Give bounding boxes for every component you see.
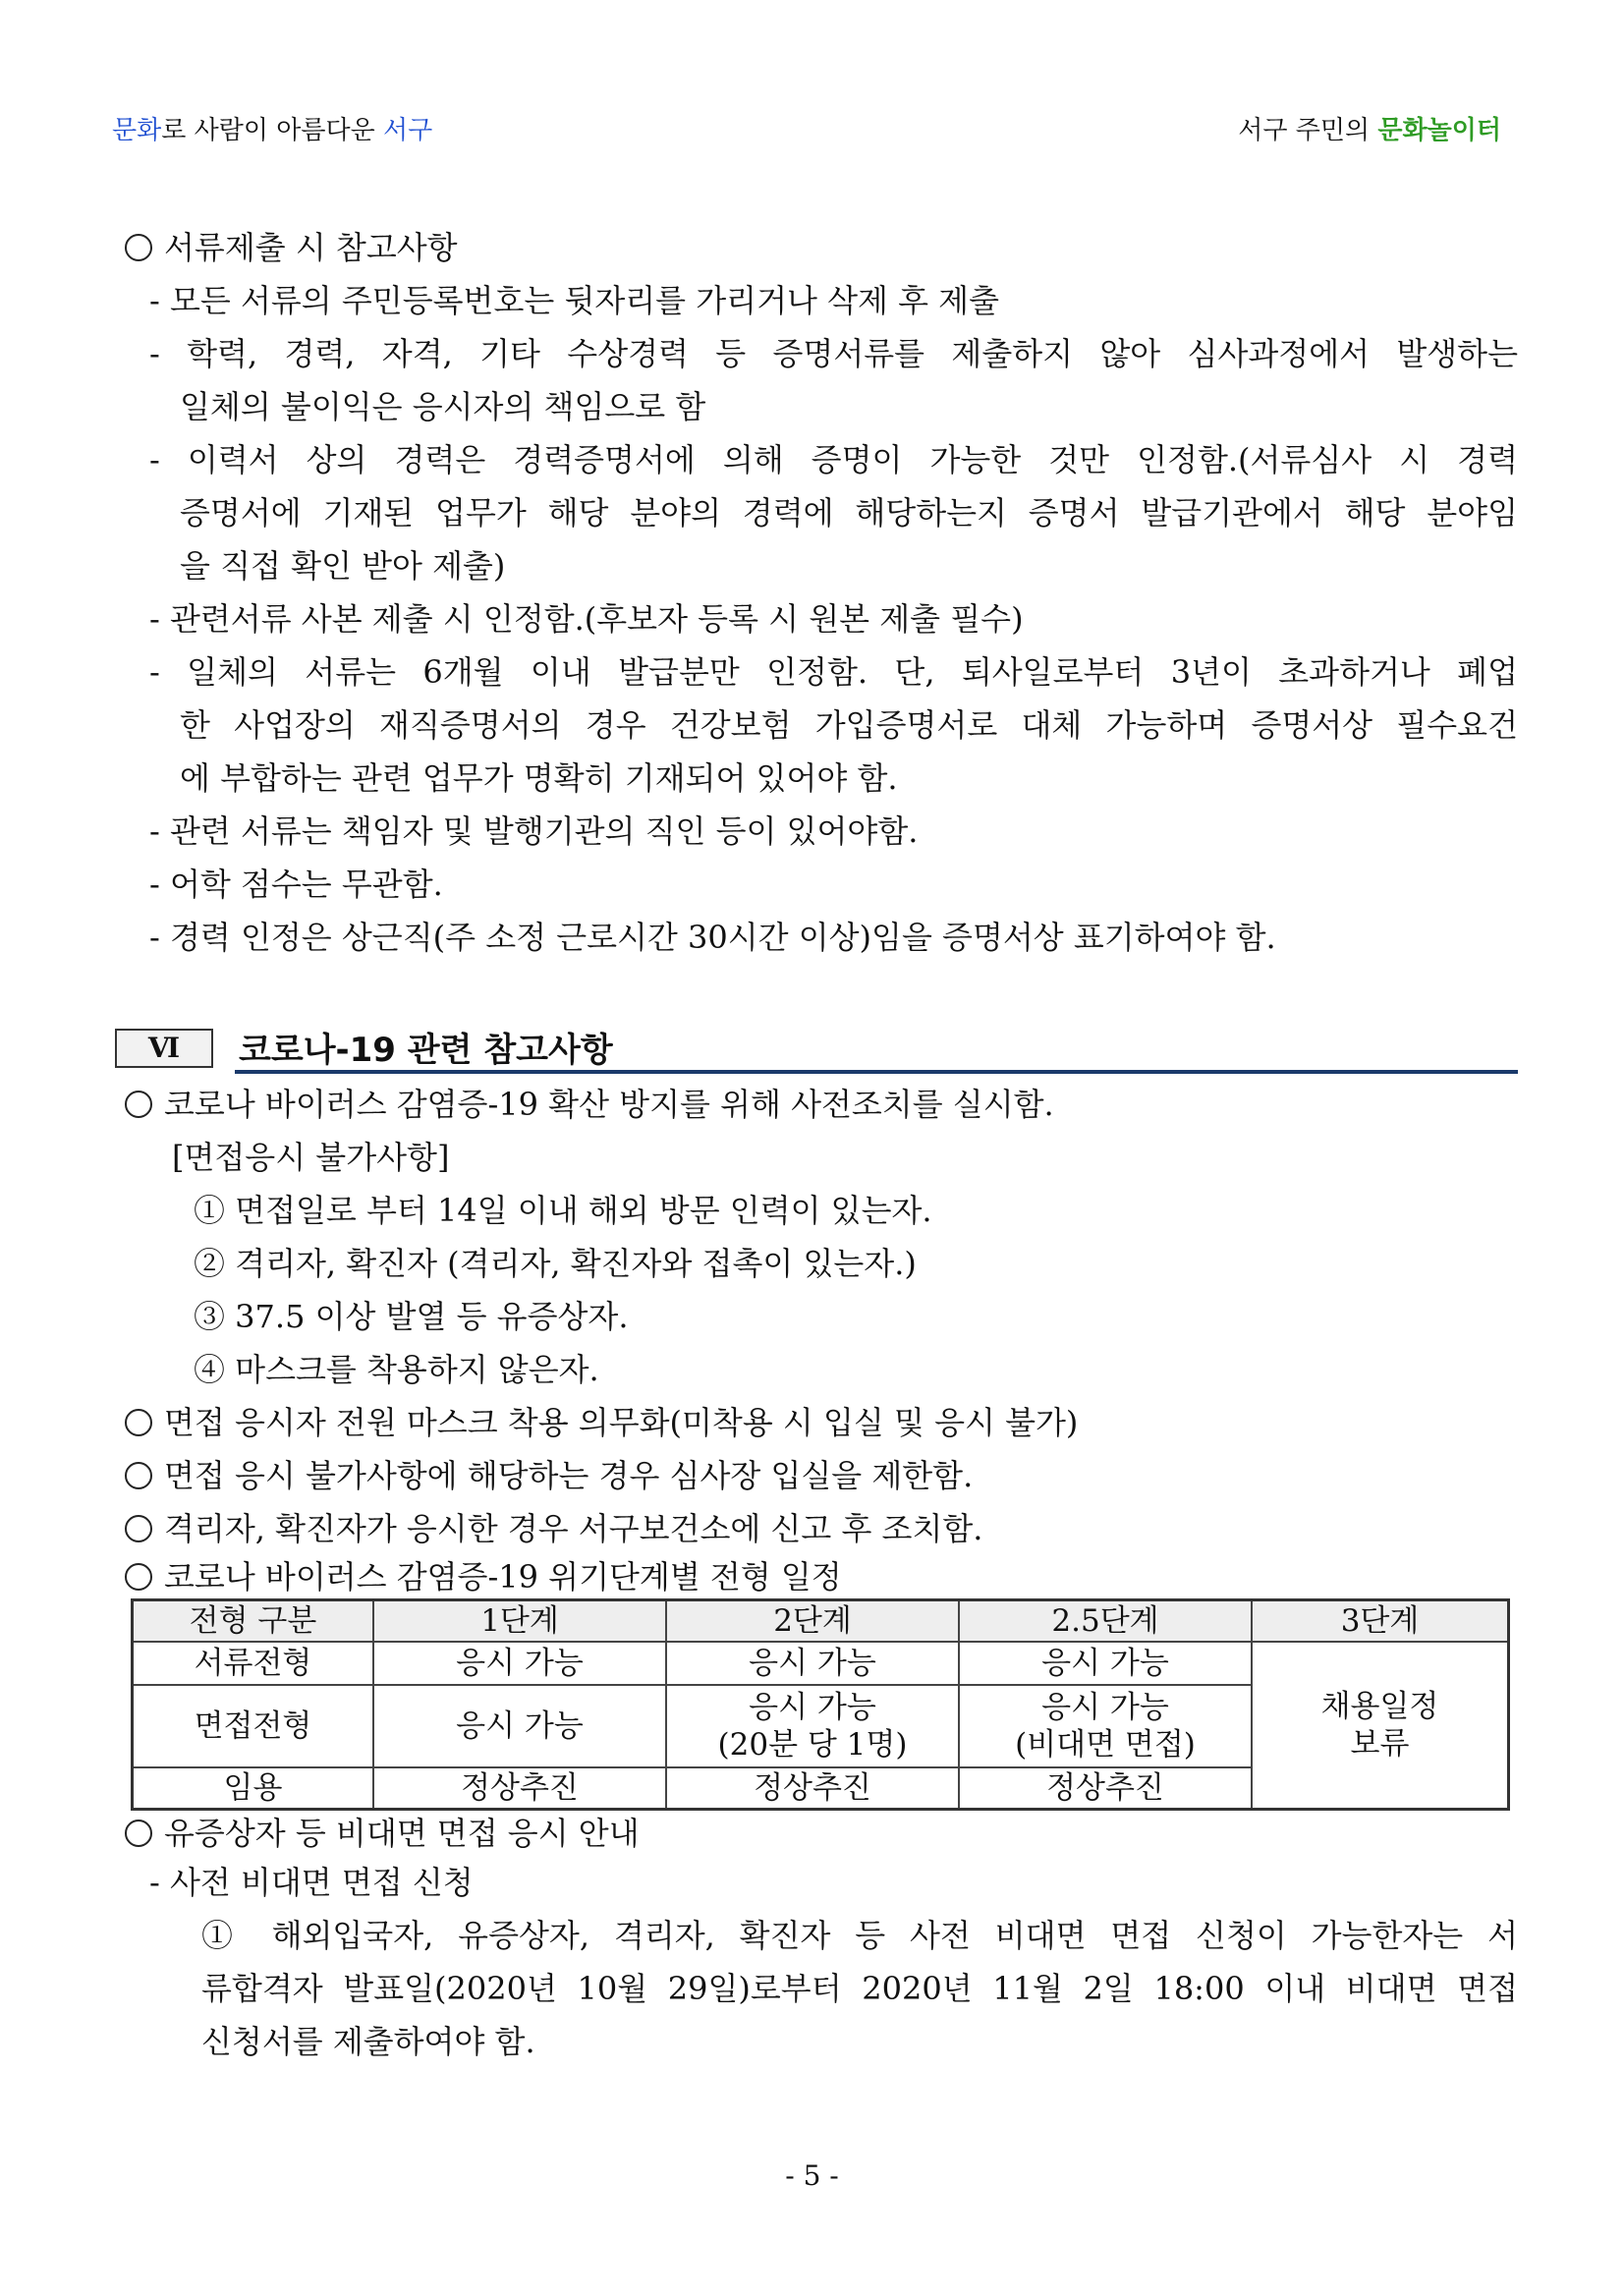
covid-p3: 면접 응시 불가사항에 해당하는 경우 심사장 입실을 제한함. <box>164 1457 974 1494</box>
header-right-text: 서구 주민의 <box>1238 116 1378 145</box>
table-cell <box>666 1685 959 1767</box>
table-cell: 응시 가능 <box>959 1642 1252 1685</box>
submission-item: - 어학 점수는 무관함. <box>149 866 443 903</box>
table-header-cell: 2단계 <box>666 1600 959 1643</box>
table-header-cell: 전형 구분 <box>133 1600 374 1643</box>
covid-paragraph <box>125 1396 1518 1449</box>
table-header-row <box>133 1600 1509 1643</box>
table-header-cell: 1단계 <box>373 1600 666 1643</box>
stage3-text-line: 채용일정 <box>1320 1689 1439 1724</box>
restriction-item: ④ 마스크를 착용하지 않은자. <box>194 1351 599 1388</box>
table-cell: 임용 <box>133 1767 374 1810</box>
covid-paragraph <box>125 1502 1518 1555</box>
table-cell: 응시 가능 <box>666 1642 959 1685</box>
cell-line: 응시 가능 <box>749 1690 876 1725</box>
covid-p1: 코로나 바이러스 감염증-19 확산 방지를 위해 사전조치를 실시함. <box>164 1086 1054 1123</box>
table-cell: 정상추진 <box>959 1767 1252 1810</box>
page-header <box>112 110 1501 149</box>
table-row <box>133 1642 1509 1685</box>
remote-interview-line: 신청서를 제출하여야 함. <box>201 2023 535 2060</box>
table-cell: 면접전형 <box>133 1685 374 1767</box>
submission-item: - 학력, 경력, 자격, 기타 수상경력 등 증명서류를 제출하지 않아 심사과정에서 발생하는 <box>149 335 1518 372</box>
section-number-box: Ⅵ <box>115 1029 213 1068</box>
covid-p2: 면접 응시자 전원 마스크 착용 의무화(미착용 시 입실 및 응시 불가) <box>164 1404 1079 1441</box>
section-heading <box>125 1019 1518 1078</box>
covid-paragraph <box>125 1811 1518 1856</box>
circle-bullet-icon <box>125 1409 152 1436</box>
submission-item: - 경력 인정은 상근직(주 소정 근로시간 30시간 이상)임을 증명서상 표기하여야 함. <box>149 919 1276 956</box>
restriction-item: ③ 37.5 이상 발열 등 유증상자. <box>194 1298 629 1335</box>
header-right-highlight: 문화놀이터 <box>1377 116 1501 145</box>
header-slogan-right <box>1238 110 1501 146</box>
submission-item-cont: 일체의 불이익은 응시자의 책임으로 함 <box>180 388 706 425</box>
remote-interview-line: ① 해외입국자, 유증상자, 격리자, 확진자 등 사전 비대면 면접 신청이 가능한자는 서 <box>201 1917 1518 1954</box>
circle-bullet-icon <box>125 1563 152 1591</box>
table-header-cell: 3단계 <box>1252 1600 1509 1643</box>
table-cell: 정상추진 <box>666 1767 959 1810</box>
covid-p6: 유증상자 등 비대면 면접 응시 안내 <box>164 1815 640 1852</box>
restriction-title: [면접응시 불가사항] <box>172 1139 450 1176</box>
header-left-text: 로 사람이 아름다운 <box>161 116 383 145</box>
stage3-text-line: 보류 <box>1350 1726 1410 1762</box>
table-cell: 서류전형 <box>133 1642 374 1685</box>
circle-bullet-icon <box>125 1820 152 1847</box>
submission-heading <box>125 221 1518 274</box>
remote-interview-line: 류합격자 발표일(2020년 10월 29일)로부터 2020년 11월 2일 18:00 이내 비대면 면접 <box>201 1970 1518 2007</box>
table-header-cell: 2.5단계 <box>959 1600 1252 1643</box>
page-content <box>125 221 1518 2068</box>
covid-paragraph <box>125 1078 1518 1131</box>
submission-title: 서류제출 시 참고사항 <box>164 229 458 266</box>
circle-bullet-icon <box>125 1515 152 1542</box>
section-title: 코로나-19 관련 참고사항 <box>239 1031 613 1070</box>
table-cell: 응시 가능 <box>373 1685 666 1767</box>
cell-line: (비대면 면접) <box>1015 1727 1196 1763</box>
table-cell: 응시 가능 <box>373 1642 666 1685</box>
covid-p4: 격리자, 확진자가 응시한 경우 서구보건소에 신고 후 조치함. <box>164 1510 983 1547</box>
circle-bullet-icon <box>125 234 152 261</box>
submission-item: - 일체의 서류는 6개월 이내 발급분만 인정함. 단, 퇴사일로부터 3년이 초과하거나 폐업 <box>149 653 1518 691</box>
header-left-district: 서구 <box>382 116 433 145</box>
cell-line: (20분 당 1명) <box>717 1727 908 1763</box>
covid-paragraph <box>125 1555 1518 1598</box>
restriction-item: ② 격리자, 확진자 (격리자, 확진자와 접촉이 있는자.) <box>194 1245 917 1282</box>
header-slogan-left <box>112 110 432 146</box>
submission-item-cont: 에 부합하는 관련 업무가 명확히 기재되어 있어야 함. <box>180 759 898 797</box>
cell-line: 응시 가능 <box>1041 1690 1169 1725</box>
circle-bullet-icon <box>125 1462 152 1489</box>
header-left-highlight: 문화 <box>112 116 162 145</box>
submission-item: - 관련 서류는 책임자 및 발행기관의 직인 등이 있어야함. <box>149 812 919 850</box>
submission-item: - 이력서 상의 경력은 경력증명서에 의해 증명이 가능한 것만 인정함.(서류심사 시 경력 <box>149 441 1518 478</box>
table-cell <box>959 1685 1252 1767</box>
restriction-item: ① 면접일로 부터 14일 이내 해외 방문 인력이 있는자. <box>194 1192 932 1229</box>
page-number: - 5 - <box>785 2159 839 2192</box>
submission-item-cont: 을 직접 확인 받아 제출) <box>180 547 506 585</box>
covid-p5: 코로나 바이러스 감염증-19 위기단계별 전형 일정 <box>164 1558 842 1596</box>
table-cell-stage3 <box>1252 1642 1509 1810</box>
submission-item-cont: 한 사업장의 재직증명서의 경우 건강보험 가입증명서로 대체 가능하며 증명서상 필수요건 <box>180 706 1518 744</box>
submission-item-cont: 증명서에 기재된 업무가 해당 분야의 경력에 해당하는지 증명서 발급기관에서 해당 분야임 <box>180 494 1518 532</box>
circle-bullet-icon <box>125 1091 152 1118</box>
table-cell: 정상추진 <box>373 1767 666 1810</box>
covid-paragraph <box>125 1449 1518 1502</box>
submission-item: - 관련서류 사본 제출 시 인정함.(후보자 등록 시 원본 제출 필수) <box>149 600 1024 638</box>
section-underline <box>235 1070 1518 1074</box>
stage-schedule-table <box>131 1598 1510 1811</box>
submission-item: - 모든 서류의 주민등록번호는 뒷자리를 가리거나 삭제 후 제출 <box>149 282 999 319</box>
remote-interview-sub: - 사전 비대면 면접 신청 <box>149 1864 474 1901</box>
